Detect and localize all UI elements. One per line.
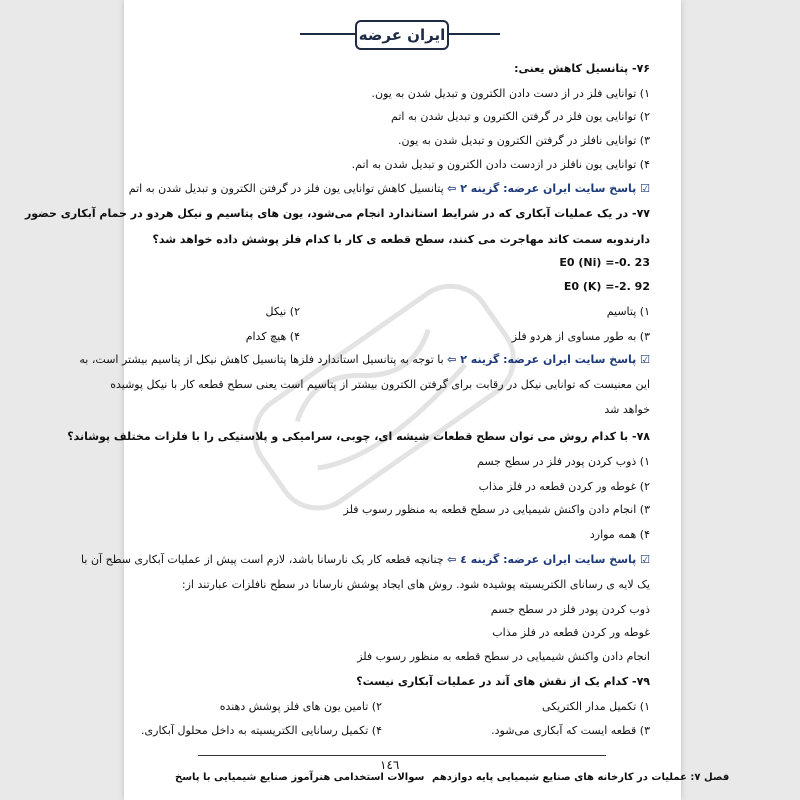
question-line xyxy=(514,62,650,76)
header-rule-right xyxy=(445,33,500,35)
option-column-2: ۴) هیچ کدام xyxy=(245,330,300,343)
text-line xyxy=(344,503,651,517)
line-text: ۷۷- در یک عملیات آبکاری که در شرایط استاندارد انجام می‌شود، یون های پتاسیم و نیکل هردو در حمام آبکاری حضور xyxy=(24,207,650,220)
line-text: ۱) تکمیل مدار الکتریکی xyxy=(541,700,650,713)
line-text: ۳) به طور مساوی از هردو فلز xyxy=(511,330,650,343)
text-line xyxy=(372,87,650,101)
text-line xyxy=(352,158,650,172)
line-text: دارندوبه سمت کاتد مهاجرت می کنند، سطح قطعه ی کار با کدام فلز پوشش داده خواهد شد؟ xyxy=(152,233,650,246)
line-text: یک لایه ی رسانای الکتریسیته پوشیده شود. روش های ایجاد پوشش نارسانا در سطح نافلزات عبارتند از: xyxy=(181,578,650,591)
question-line xyxy=(25,207,650,221)
line-text: E0 (K) =-2. 92 xyxy=(563,280,650,293)
line-text: چنانچه قطعه کار یک نارسانا باشد، لازم است پیش از عملیات آبکاری سطح آن با xyxy=(81,553,448,566)
line-text: خواهد شد xyxy=(604,403,650,416)
line-text: ۷۶- پتانسیل کاهش یعنی: xyxy=(514,62,650,75)
answer-line xyxy=(81,553,650,567)
page-number: ۱٤٦ xyxy=(380,758,400,772)
line-text: ۱) پتاسیم xyxy=(606,305,650,318)
line-text: ۲) غوطه ور کردن قطعه در فلز مذاب xyxy=(478,480,650,493)
text-line xyxy=(391,110,650,124)
line-text: ۷۹- کدام یک از نقش های آند در عملیات آبکاری نیست؟ xyxy=(356,675,650,688)
footer-book-title: سوالات استخدامی هنرآموز صنایع شیمیایی با پاسخ xyxy=(175,772,425,783)
text-line xyxy=(110,378,650,392)
footer-rule xyxy=(198,755,606,756)
line-text: با توجه به پتانسیل استاندارد فلزها پتانسیل کاهش نیکل از پتاسیم بیشتر است، به xyxy=(79,353,448,366)
text-line xyxy=(542,700,650,714)
line-text: ذوب کردن پودر فلز در سطح جسم xyxy=(490,603,650,616)
text-line xyxy=(491,603,650,617)
answer-line xyxy=(79,353,650,367)
line-text: ۴) همه موارد xyxy=(589,528,650,541)
text-line xyxy=(398,134,650,148)
answer-tag: ☑ پاسخ سایت ایران عرضه: گزینه ٤ ⇦ xyxy=(447,553,650,566)
question-line xyxy=(564,280,650,294)
text-line xyxy=(479,480,650,494)
line-text: ۴) توانایی یون نافلز در ازدست دادن الکترون و تبدیل شدن به اتم. xyxy=(351,158,650,171)
footer-chapter-title: فصل ۷: عملیات در کارخانه های صنایع شیمیایی پایه دوازدهم xyxy=(432,772,730,783)
line-text: ۳) توانایی نافلز در گرفتن الکترون و تبدیل شدن به یون. xyxy=(398,134,650,147)
option-column-2: ۲) نیکل xyxy=(265,305,300,318)
line-text: این معنیست که توانایی نیکل در رقابت برای گرفتن الکترون بیشتر از پتاسیم است یعنی سطح قطعه کار با نیکل پوشیده xyxy=(110,378,650,391)
line-text: ۳) انجام دادن واکنش شیمیایی در سطح قطعه به منظور رسوب فلز xyxy=(343,503,650,516)
option-column-2: ۴) تکمیل رسانایی الکتریسیته به داخل محلول آبکاری. xyxy=(141,724,382,737)
text-line xyxy=(590,528,650,542)
header-rule-left xyxy=(300,33,355,35)
line-text: E0 (Ni) =-0. 23 xyxy=(559,256,650,269)
text-line xyxy=(492,626,650,640)
line-text: ۱) توانایی فلز در از دست دادن الکترون و تبدیل شدن به یون. xyxy=(371,87,650,100)
line-text: ۷۸- با کدام روش می توان سطح قطعات شیشه ای، چوبی، سرامیکی و پلاستیکی را با فلزات مختلف پوشاند؟ xyxy=(67,430,650,443)
text-line xyxy=(604,403,650,417)
question-line xyxy=(152,233,650,247)
text-line xyxy=(607,305,650,319)
line-text: غوطه ور کردن قطعه در فلز مذاب xyxy=(492,626,650,639)
text-line xyxy=(357,650,650,664)
line-text: ۳) قطعه ایست که آبکاری می‌شود. xyxy=(491,724,650,737)
text-line xyxy=(182,578,650,592)
line-text: پتانسیل کاهش توانایی یون فلز در گرفتن الکترون و تبدیل شدن به اتم xyxy=(128,182,448,195)
question-line xyxy=(67,430,650,444)
text-line xyxy=(491,724,650,738)
option-column-2: ۲) تامین یون های فلز پوشش دهنده xyxy=(219,700,382,713)
question-line xyxy=(356,675,650,689)
site-logo: ایران عرضه xyxy=(355,20,449,50)
question-line xyxy=(559,256,650,270)
answer-line xyxy=(129,182,650,196)
line-text: ۲) توانایی یون فلز در گرفتن الکترون و تبدیل شدن به اتم xyxy=(391,110,650,123)
line-text: انجام دادن واکنش شیمیایی در سطح قطعه به منظور رسوب فلز xyxy=(357,650,650,663)
answer-tag: ☑ پاسخ سایت ایران عرضه: گزینه ۲ ⇦ xyxy=(447,353,650,366)
answer-tag: ☑ پاسخ سایت ایران عرضه: گزینه ۲ ⇦ xyxy=(447,182,650,195)
text-line xyxy=(512,330,650,344)
text-line xyxy=(477,455,650,469)
line-text: ۱) ذوب کردن پودر فلز در سطح جسم xyxy=(477,455,650,468)
